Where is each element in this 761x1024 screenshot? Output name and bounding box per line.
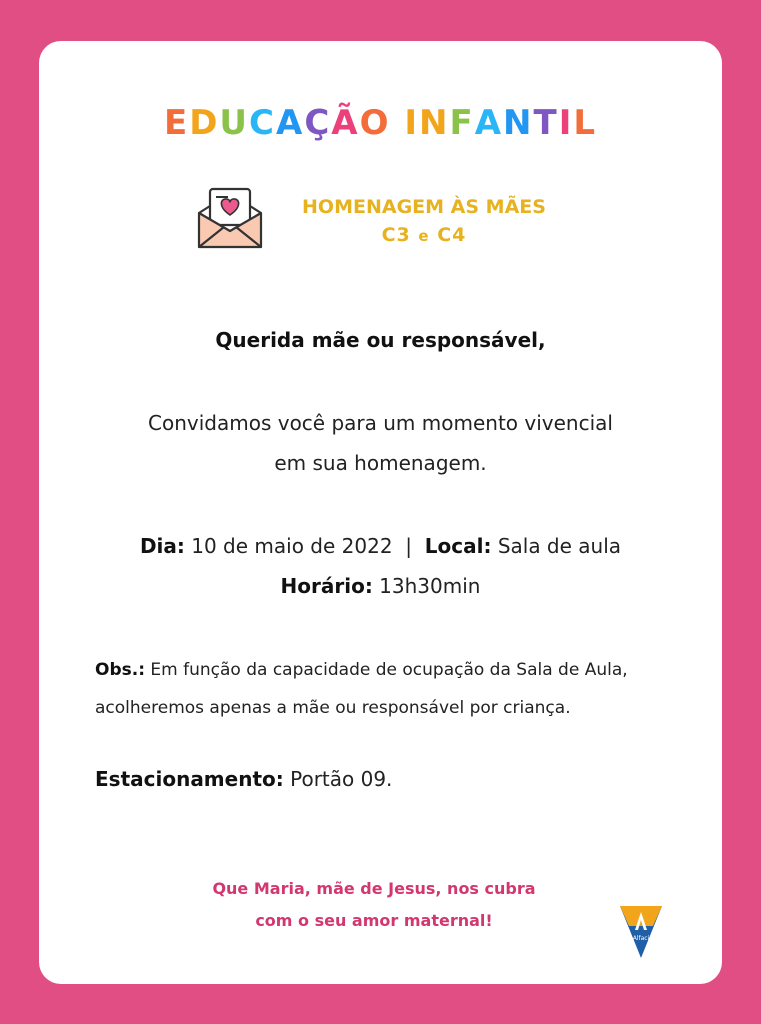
time-line xyxy=(39,566,722,606)
parking-label: Estacionamento: xyxy=(95,767,284,791)
title-letter: A xyxy=(474,103,504,143)
obs-label: Obs.: xyxy=(95,660,145,680)
title-letter: I xyxy=(404,103,419,143)
title-letter: F xyxy=(449,103,475,143)
class-b: C4 xyxy=(437,224,467,246)
title-letter: T xyxy=(533,103,559,143)
title-letter: E xyxy=(163,103,190,143)
closing-line: Que Maria, mãe de Jesus, nos cubra xyxy=(212,879,536,898)
title-letter: N xyxy=(503,103,534,143)
page-title xyxy=(39,103,722,143)
class-groups xyxy=(264,221,584,250)
title-letter: C xyxy=(249,103,276,143)
parking-info xyxy=(95,767,392,791)
parking-value: Portão 09. xyxy=(290,767,393,791)
obs-line: acolheremos apenas a mãe ou responsável por criança. xyxy=(95,698,571,718)
invite-line: Convidamos você para um momento vivencial xyxy=(148,411,613,435)
title-letter: A xyxy=(275,103,305,143)
envelope-heart-icon xyxy=(196,187,266,251)
title-letter: N xyxy=(419,103,450,143)
title-letter: I xyxy=(558,103,574,143)
local-value: Sala de aula xyxy=(497,534,622,558)
title-letter xyxy=(391,103,405,143)
closing-message xyxy=(199,873,549,937)
title-letter: U xyxy=(219,103,250,143)
observation xyxy=(95,651,695,727)
obs-line xyxy=(95,651,695,689)
school-shield-logo xyxy=(620,906,662,958)
day-label: Dia: xyxy=(139,534,185,558)
time-value: 13h30min xyxy=(379,574,481,598)
greeting: Querida mãe ou responsável, xyxy=(215,328,546,352)
title-letter: O xyxy=(359,103,391,143)
class-a: C3 xyxy=(381,224,411,246)
time-label: Horário: xyxy=(280,574,373,598)
title-letter: Ç xyxy=(304,103,332,143)
logo-text: Alfaci xyxy=(632,935,650,942)
title-letter: D xyxy=(189,103,220,143)
separator: | xyxy=(405,534,413,558)
invite-line: em sua homenagem. xyxy=(274,451,487,475)
obs-text: Em função da capacidade de ocupação da Sala de Aula, xyxy=(150,660,628,680)
day-value: 10 de maio de 2022 xyxy=(191,534,393,558)
class-connector: e xyxy=(418,227,430,245)
date-location-line xyxy=(39,526,722,566)
invite-text xyxy=(39,403,722,483)
subtitle-line: HOMENAGEM ÀS MÃES xyxy=(302,196,546,218)
local-label: Local: xyxy=(424,534,492,558)
event-subtitle xyxy=(264,193,584,250)
title-letter: Ã xyxy=(331,103,360,143)
event-details xyxy=(39,526,722,606)
invitation-card xyxy=(39,41,722,984)
title-letter: L xyxy=(573,103,598,143)
closing-line: com o seu amor maternal! xyxy=(255,911,493,930)
